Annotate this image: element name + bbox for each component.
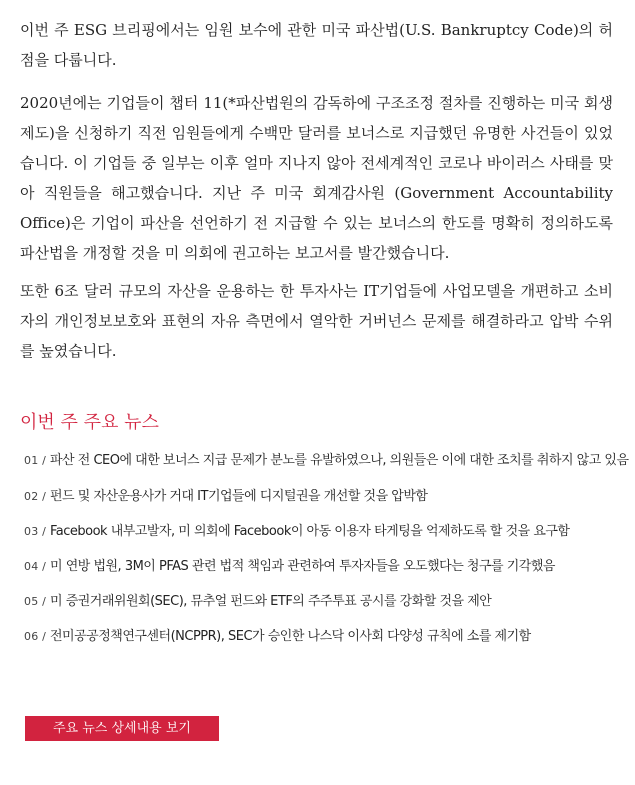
news-item-5[interactable] <box>24 590 632 614</box>
intro-paragraph-2: 2020년에는 기업들이 챕터 11(*파산법원의 감독하에 구조조정 절차를 진행하는 미국 회생 제도)을 신청하기 직전 임원들에게 수백만 달러를 보너스로 지급했던 유명한 사건들이 있었습니다. 이 기업들 중 일부는 이후 얼마 지나지 않아 전세계적인 코로나 바이러스 사태를 맞아 직원들을 해고했습니다. 지난 주 미국 회계감사원 (Government Accountability Office)은 기업이 파산을 선언하기 전 지급할 수 있는 보너스의 한도를 명확히 정의하도록 파산법을 개정할 것을 미 의회에 권고하는 보고서를 발간했습니다. <box>20 94 613 262</box>
news-item-text[interactable]: 파산 전 CEO에 대한 보너스 지급 문제가 분노를 유발하였으나, 의원들은 이에 대한 조치를 취하지 않고 있음 <box>50 453 629 468</box>
news-item-1[interactable] <box>24 449 632 473</box>
news-item-6[interactable] <box>24 625 632 649</box>
news-item-3[interactable] <box>24 520 632 544</box>
intro-paragraph-1: 이번 주 ESG 브리핑에서는 임원 보수에 관한 미국 파산법(U.S. Bankruptcy Code)의 허점을 다룹니다. <box>20 21 613 69</box>
news-item-text[interactable]: 미 증권거래위원회(SEC), 뮤추얼 펀드와 ETF의 주주투표 공시를 강화할 것을 제안 <box>50 594 492 609</box>
news-item-text[interactable]: 미 연방 법원, 3M이 PFAS 관련 법적 책임과 관련하여 투자자들을 오도했다는 청구를 기각했음 <box>50 559 555 574</box>
news-item-text[interactable]: Facebook 내부고발자, 미 의회에 Facebook이 아동 이용자 타게팅을 억제하도록 할 것을 요구함 <box>50 524 570 539</box>
news-item-number: 06 / <box>24 630 46 643</box>
news-section-title: 이번 주 주요 뉴스 <box>20 412 159 433</box>
news-list <box>24 449 632 660</box>
news-item-number: 05 / <box>24 595 46 608</box>
news-item-number: 01 / <box>24 454 46 467</box>
news-details-button[interactable]: 주요 뉴스 상세내용 보기 <box>25 716 219 741</box>
news-item-number: 04 / <box>24 560 46 573</box>
news-item-text[interactable]: 펀드 및 자산운용사가 거대 IT기업들에 디지털권을 개선할 것을 압박함 <box>50 489 428 504</box>
news-item-2[interactable] <box>24 485 632 509</box>
news-item-number: 02 / <box>24 490 46 503</box>
news-item-number: 03 / <box>24 525 46 538</box>
news-item-text[interactable]: 전미공공정책연구센터(NCPPR), SEC가 승인한 나스닥 이사회 다양성 규칙에 소를 제기함 <box>50 629 531 644</box>
news-item-4[interactable] <box>24 555 632 579</box>
intro-paragraph-3: 또한 6조 달러 규모의 자산을 운용하는 한 투자사는 IT기업들에 사업모델을 개편하고 소비자의 개인정보보호와 표현의 자유 측면에서 열악한 거버넌스 문제를 해결하라고 압박 수위를 높였습니다. <box>20 282 613 360</box>
